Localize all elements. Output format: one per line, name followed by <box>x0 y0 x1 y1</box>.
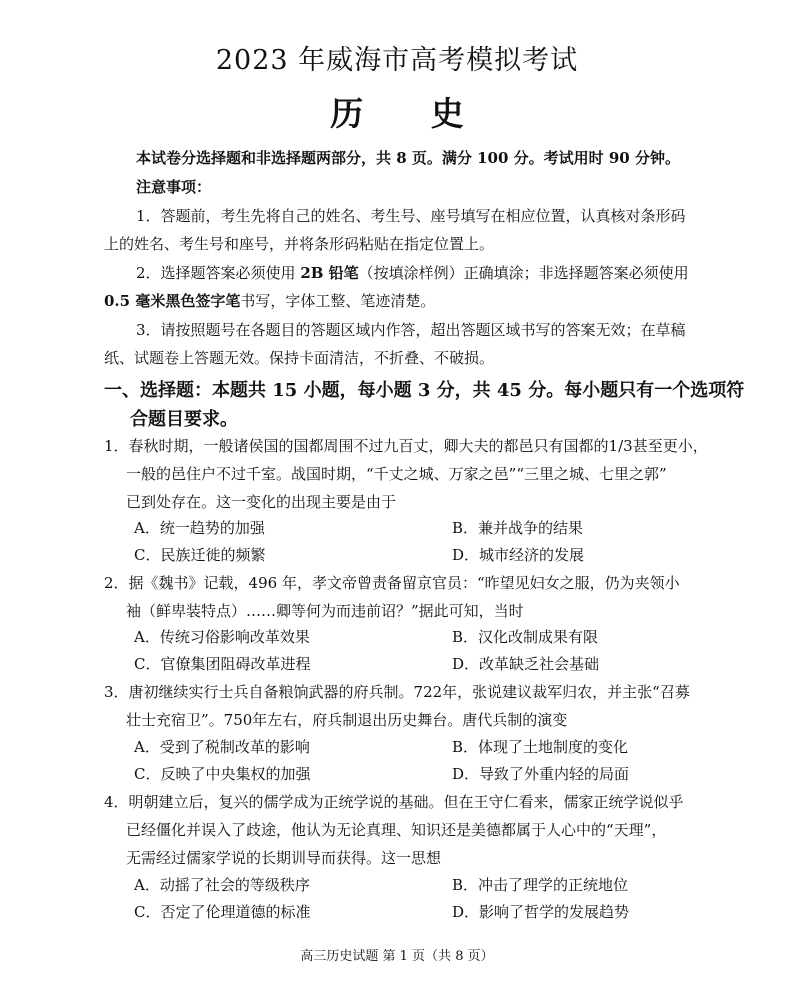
note-3-line-2: 纸、试题卷上答题无效。保持卡面清洁，不折叠、不破损。 <box>104 349 495 367</box>
page-footer: 高三历史试题 第 1 页（共 8 页） <box>300 949 494 964</box>
exam-title: 2023 年威海市高考模拟考试 <box>215 45 579 76</box>
question-1-line-3: 已到处存在。这一变化的出现主要是由于 <box>126 493 397 511</box>
note-2-text-end: 书写，字体工整、笔迹清楚。 <box>240 292 436 310</box>
question-3-option-b[interactable]: B．体现了土地制度的变化 <box>452 738 629 756</box>
question-1-line-2: 一般的邑住户不过千室。战国时期，“千丈之城、万家之邑”“三里之城、七里之郭” <box>126 465 667 483</box>
note-3-line-1: 3．请按照题号在各题目的答题区域内作答，超出答题区域书写的答案无效；在草稿 <box>136 321 686 339</box>
question-4-option-a[interactable]: A．动摇了社会的等级秩序 <box>134 876 310 894</box>
question-2-option-b[interactable]: B．汉化改制成果有限 <box>452 628 599 646</box>
question-2-option-c[interactable]: C．官僚集团阻碍改革进程 <box>134 655 311 673</box>
question-1-option-a[interactable]: A．统一趋势的加强 <box>134 519 265 537</box>
question-4-line-2: 已经僵化并误入了歧途，他认为无论真理、知识还是美德都属于人心中的“天理”， <box>126 821 667 839</box>
question-1-option-d[interactable]: D．城市经济的发展 <box>452 546 585 564</box>
question-3-line-1: 3．唐初继续实行士兵自备粮饷武器的府兵制。722年，张说建议裁军归农，并主张“召募 <box>104 683 690 701</box>
section-heading-line-2: 合题目要求。 <box>130 409 238 430</box>
question-2-line-1: 2．据《魏书》记载，496 年，孝文帝曾责备留京官员：“昨望见妇女之服，仍为夹领小 <box>104 574 680 592</box>
note-1-line-2: 上的姓名、考生号和座号，并将条形码粘贴在指定位置上。 <box>104 235 495 253</box>
question-2-line-2: 袖（鲜卑装特点）……卿等何为而违前诏？”据此可知，当时 <box>126 602 524 620</box>
note-2-text-post: （按填涂样例）正确填涂；非选择题答案必须使用 <box>358 264 689 282</box>
note-1-line-1: 1．答题前，考生先将自己的姓名、考生号、座号填写在相应位置，认真核对条形码 <box>136 207 686 225</box>
note-2-pen: 0.5 毫米黑色签字笔 <box>104 292 241 310</box>
question-4-option-c[interactable]: C．否定了伦理道德的标准 <box>134 903 311 921</box>
question-4-option-b[interactable]: B．冲击了理学的正统地位 <box>452 876 629 894</box>
note-2-pencil: 2B 铅笔 <box>300 264 359 282</box>
question-4-option-d[interactable]: D．影响了哲学的发展趋势 <box>452 903 630 921</box>
question-3-option-a[interactable]: A．受到了税制改革的影响 <box>134 738 310 756</box>
question-4-line-3: 无需经过儒家学说的长期训导而获得。这一思想 <box>126 849 442 867</box>
note-2-text-pre: 2．选择题答案必须使用 <box>136 264 301 282</box>
note-2-line-2 <box>104 290 435 311</box>
question-4-line-1: 4．明朝建立后，复兴的儒学成为正统学说的基础。但在王守仁看来，儒家正统学说似乎 <box>104 793 684 811</box>
question-1-option-b[interactable]: B．兼并战争的结果 <box>452 519 584 537</box>
question-3-line-2: 壮士充宿卫”。750年左右，府兵制退出历史舞台。唐代兵制的演变 <box>126 711 568 729</box>
question-3-option-d[interactable]: D．导致了外重内轻的局面 <box>452 765 630 783</box>
subject-title: 历 史 <box>330 94 492 133</box>
question-3-option-c[interactable]: C．反映了中央集权的加强 <box>134 765 311 783</box>
note-2-line-1 <box>136 262 689 283</box>
question-2-option-d[interactable]: D．改革缺乏社会基础 <box>452 655 600 673</box>
question-1-line-1: 1．春秋时期，一般诸侯国的国都周围不过九百丈，卿大夫的都邑只有国都的1/3甚至更小， <box>104 437 708 455</box>
notes-heading: 注意事项： <box>136 178 212 196</box>
section-heading-line-1: 一、选择题：本题共 15 小题，每小题 3 分，共 45 分。每小题只有一个选项符 <box>104 380 745 401</box>
question-1-option-c[interactable]: C．民族迁徙的频繁 <box>134 546 266 564</box>
exam-intro: 本试卷分选择题和非选择题两部分，共 8 页。满分 100 分。考试用时 90 分钟。 <box>136 149 680 167</box>
question-2-option-a[interactable]: A．传统习俗影响改革效果 <box>134 628 310 646</box>
